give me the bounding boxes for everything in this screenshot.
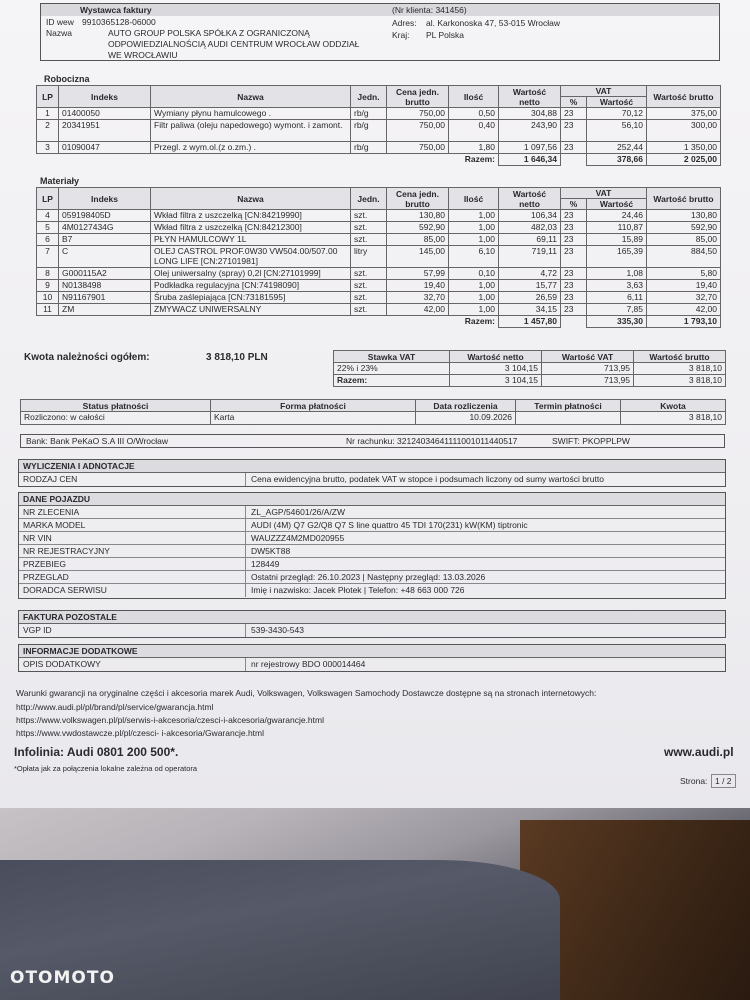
- row-gross: 85,00: [647, 234, 721, 246]
- row-unit-price: 750,00: [387, 142, 449, 154]
- col-unit-price: Cena jedn. brutto: [387, 188, 449, 210]
- labor-total-row: [37, 154, 721, 166]
- row-vat-value: 110,87: [587, 222, 647, 234]
- bank-name: Bank: Bank PeKaO S.A III O/Wrocław: [26, 436, 169, 446]
- summary-total-label: Razem:: [334, 375, 450, 387]
- row-vat-pct: 23: [561, 142, 587, 154]
- row-qty: 1,00: [449, 234, 499, 246]
- issuer-label: Wystawca faktury: [80, 5, 152, 15]
- row-lp: 8: [37, 268, 59, 280]
- row-net: 719,11: [499, 246, 561, 268]
- info-label: RODZAJ CEN: [23, 474, 78, 484]
- row-name: Olej uniwersalny (spray) 0,2l [CN:27101999]: [151, 268, 351, 280]
- row-index: B7: [59, 234, 151, 246]
- labor-section-title: Robocizna: [44, 74, 90, 84]
- row-unit: litry: [351, 246, 387, 268]
- row-lp: 3: [37, 142, 59, 154]
- row-qty: 0,10: [449, 268, 499, 280]
- row-vat-pct: 23: [561, 120, 587, 142]
- warranty-link-vw-commercial[interactable]: https://www.vwdostawcze.pl/pl/czesci- i-akcesoria/Gwarancje.html: [16, 728, 264, 738]
- row-lp: 7: [37, 246, 59, 268]
- col-vat-value: Wartość: [587, 199, 647, 210]
- col-lp: LP: [37, 86, 59, 108]
- col-gross: Wartość brutto: [647, 86, 721, 108]
- col-vat-pct: %: [561, 97, 587, 108]
- info-value: Cena ewidencyjna brutto, podatek VAT w stopce i podsumach liczony od sumy wartości brutto: [251, 474, 604, 484]
- row-unit: szt.: [351, 222, 387, 234]
- col-vat-pct: %: [561, 199, 587, 210]
- summary-total-gross: 3 818,10: [634, 375, 726, 387]
- col-gross: Wartość brutto: [647, 188, 721, 210]
- summary-gross: 3 818,10: [634, 363, 726, 375]
- vehicle-title: DANE POJAZDU: [19, 493, 725, 506]
- vehicle-box: [18, 492, 726, 599]
- calculations-title: WYLICZENIA I ADNOTACJE: [19, 460, 725, 473]
- table-row: [37, 142, 721, 154]
- country-label: Kraj:: [392, 30, 410, 40]
- row-vat-value: 24,46: [587, 210, 647, 222]
- col-index: Indeks: [59, 188, 151, 210]
- row-vat-value: 1,08: [587, 268, 647, 280]
- row-vat-value: 15,89: [587, 234, 647, 246]
- info-value: DW5KT88: [251, 546, 291, 556]
- row-unit-price: 42,00: [387, 304, 449, 316]
- col-qty: Ilość: [449, 86, 499, 108]
- table-row: [334, 363, 726, 375]
- col-index: Indeks: [59, 86, 151, 108]
- row-index: 20341951: [59, 120, 151, 142]
- address-label: Adres:: [392, 18, 417, 28]
- row-name: Wymiany płynu hamulcowego .: [151, 108, 351, 120]
- row-unit: szt.: [351, 234, 387, 246]
- col-net: Wartość netto: [499, 86, 561, 108]
- labor-total-gross: 2 025,00: [647, 154, 721, 166]
- row-gross: 32,70: [647, 292, 721, 304]
- row-vat-value: 252,44: [587, 142, 647, 154]
- table-row: [37, 210, 721, 222]
- col-payment-status: Status płatności: [21, 400, 211, 412]
- col-summary-net: Wartość netto: [450, 351, 542, 363]
- website[interactable]: www.audi.pl: [664, 745, 734, 759]
- row-gross: 19,40: [647, 280, 721, 292]
- row-unit-price: 750,00: [387, 120, 449, 142]
- payment-table: [20, 399, 726, 425]
- row-gross: 5,80: [647, 268, 721, 280]
- row-index: 4M0127434G: [59, 222, 151, 234]
- row-vat-value: 3,63: [587, 280, 647, 292]
- warranty-link-audi[interactable]: http://www.audi.pl/pl/brand/pl/service/gwarancja.html: [16, 702, 214, 712]
- col-lp: LP: [37, 188, 59, 210]
- row-vat-pct: 23: [561, 108, 587, 120]
- summary-vat: 713,95: [542, 363, 634, 375]
- summary-total-net: 3 104,15: [450, 375, 542, 387]
- labor-total-vat: 378,66: [587, 154, 647, 166]
- row-unit-price: 145,00: [387, 246, 449, 268]
- labor-total-net: 1 646,34: [499, 154, 561, 166]
- info-value: ZL_AGP/54601/26/A/ZW: [251, 507, 346, 517]
- row-unit-price: 19,40: [387, 280, 449, 292]
- summary-net: 3 104,15: [450, 363, 542, 375]
- row-vat-pct: 23: [561, 268, 587, 280]
- address-value: al. Karkonoska 47, 53-015 Wrocław: [426, 18, 561, 28]
- row-qty: 1,00: [449, 222, 499, 234]
- row-vat-pct: 23: [561, 222, 587, 234]
- row-index: G000115A2: [59, 268, 151, 280]
- row-vat-pct: 23: [561, 210, 587, 222]
- row-index: ZM: [59, 304, 151, 316]
- row-name: OLEJ CASTROL PROF.0W30 VW504.00/507.00 LONG LIFE [CN:27101981]: [151, 246, 351, 268]
- additional-info-box: [18, 644, 726, 672]
- row-vat-value: 6,11: [587, 292, 647, 304]
- info-label: NR VIN: [23, 533, 52, 543]
- info-label: PRZEGLAD: [23, 572, 69, 582]
- info-label: MARKA MODEL: [23, 520, 86, 530]
- row-gross: 592,90: [647, 222, 721, 234]
- row-vat-pct: 23: [561, 304, 587, 316]
- table-row: [37, 120, 721, 142]
- payment-form: Karta: [211, 412, 416, 425]
- amount-due-label: Kwota należności ogółem:: [24, 352, 150, 363]
- col-name: Nazwa: [151, 188, 351, 210]
- table-row: [37, 292, 721, 304]
- info-row: [19, 506, 725, 519]
- row-gross: 375,00: [647, 108, 721, 120]
- row-lp: 6: [37, 234, 59, 246]
- row-vat-pct: 23: [561, 246, 587, 268]
- row-lp: 4: [37, 210, 59, 222]
- client-number: (Nr klienta: 341456): [392, 5, 467, 15]
- info-row: [19, 473, 725, 486]
- invoice-other-box: [18, 610, 726, 638]
- table-row: [37, 304, 721, 316]
- col-vat-value: Wartość: [587, 97, 647, 108]
- row-gross: 42,00: [647, 304, 721, 316]
- row-qty: 1,00: [449, 280, 499, 292]
- row-vat-value: 56,10: [587, 120, 647, 142]
- info-value: Ostatni przegląd: 26.10.2023 | Następny przegląd: 13.03.2026: [251, 572, 486, 582]
- row-index: 059198405D: [59, 210, 151, 222]
- materials-total-gross: 1 793,10: [647, 316, 721, 328]
- row-lp: 2: [37, 120, 59, 142]
- id-label: ID wew: [46, 17, 74, 27]
- row-net: 26,59: [499, 292, 561, 304]
- summary-total-vat: 713,95: [542, 375, 634, 387]
- info-row: [19, 658, 725, 671]
- row-qty: 0,40: [449, 120, 499, 142]
- bank-account: Nr rachunku: 32124034641111001011440517: [346, 436, 518, 446]
- company-name-line-2: ODPOWIEDZIALNOŚCIĄ AUDI CENTRUM WROCŁAW ODDZIAŁ: [108, 39, 360, 49]
- row-qty: 0,50: [449, 108, 499, 120]
- materials-total-net: 1 457,80: [499, 316, 561, 328]
- col-qty: Ilość: [449, 188, 499, 210]
- info-label: NR REJESTRACYJNY: [23, 546, 110, 556]
- col-settlement-date: Data rozliczenia: [416, 400, 516, 412]
- invoice-other-title: FAKTURA POZOSTALE: [19, 611, 725, 624]
- row-name: Śruba zaślepiająca [CN:73181595]: [151, 292, 351, 304]
- col-amount: Kwota: [621, 400, 726, 412]
- row-index: N91167901: [59, 292, 151, 304]
- id-value: 9910365128-06000: [82, 17, 156, 27]
- calculations-box: [18, 459, 726, 487]
- row-net: 34,15: [499, 304, 561, 316]
- table-row: [37, 246, 721, 268]
- row-unit: szt.: [351, 280, 387, 292]
- company-name-line-3: WE WROCŁAWIU: [108, 50, 178, 60]
- row-qty: 6,10: [449, 246, 499, 268]
- info-value: 128449: [251, 559, 280, 569]
- row-unit-price: 592,90: [387, 222, 449, 234]
- row-gross: 1 350,00: [647, 142, 721, 154]
- row-index: N0138498: [59, 280, 151, 292]
- row-qty: 1,00: [449, 210, 499, 222]
- row-lp: 1: [37, 108, 59, 120]
- labor-total-label: Razem:: [37, 154, 499, 166]
- labor-table: [36, 85, 721, 166]
- row-name: ZMYWACZ UNIWERSALNY: [151, 304, 351, 316]
- row-unit: szt.: [351, 210, 387, 222]
- row-net: 243,90: [499, 120, 561, 142]
- row-lp: 10: [37, 292, 59, 304]
- row-name: Wkład filtra z uszczelką [CN:84212300]: [151, 222, 351, 234]
- col-payment-form: Forma płatności: [211, 400, 416, 412]
- summary-total-row: [334, 375, 726, 387]
- row-net: 1 097,56: [499, 142, 561, 154]
- payment-amount: 3 818,10: [621, 412, 726, 425]
- additional-info-title: INFORMACJE DODATKOWE: [19, 645, 725, 658]
- table-row: [37, 234, 721, 246]
- info-value: nr rejestrowy BDO 000014464: [251, 659, 366, 669]
- info-label: VGP ID: [23, 625, 52, 635]
- info-value: AUDI (4M) Q7 G2/Q8 Q7 S line quattro 45 TDI 170(231) kW(KM) tiptronic: [251, 520, 528, 530]
- settlement-date: 10.09.2026: [416, 412, 516, 425]
- row-net: 106,34: [499, 210, 561, 222]
- row-qty: 1,80: [449, 142, 499, 154]
- col-vat: VAT: [561, 86, 647, 97]
- materials-section-title: Materiały: [40, 176, 80, 186]
- info-label: NR ZLECENIA: [23, 507, 80, 517]
- info-value: 539-3430-543: [251, 625, 304, 635]
- row-unit: szt.: [351, 304, 387, 316]
- info-value: WAUZZZ4M2MD020955: [251, 533, 345, 543]
- row-unit: szt.: [351, 268, 387, 280]
- info-row: [19, 519, 725, 532]
- row-vat-pct: 23: [561, 280, 587, 292]
- page-label: Strona:: [680, 776, 708, 786]
- row-name: Przegl. z wym.ol.(z o.zm.) .: [151, 142, 351, 154]
- row-vat-value: 165,39: [587, 246, 647, 268]
- info-row: [19, 584, 725, 597]
- row-unit-price: 57,99: [387, 268, 449, 280]
- info-row: [19, 624, 725, 637]
- table-row: [37, 268, 721, 280]
- summary-rate: 22% i 23%: [334, 363, 450, 375]
- row-lp: 5: [37, 222, 59, 234]
- row-unit: rb/g: [351, 108, 387, 120]
- col-vat-rate: Stawka VAT: [334, 351, 450, 363]
- info-row: [19, 545, 725, 558]
- table-row: [21, 412, 726, 425]
- row-gross: 300,00: [647, 120, 721, 142]
- otomoto-watermark: OTOMOTO: [10, 968, 115, 988]
- row-name: PŁYN HAMULCOWY 1L: [151, 234, 351, 246]
- name-label: Nazwa: [46, 28, 72, 38]
- row-net: 482,03: [499, 222, 561, 234]
- row-net: 4,72: [499, 268, 561, 280]
- table-row: [37, 280, 721, 292]
- info-value: Imię i nazwisko: Jacek Płotek | Telefon: +48 663 000 726: [251, 585, 465, 595]
- row-vat-pct: 23: [561, 234, 587, 246]
- row-net: 15,77: [499, 280, 561, 292]
- info-label: DORADCA SERWISU: [23, 585, 107, 595]
- country-value: PL Polska: [426, 30, 464, 40]
- col-unit: Jedn.: [351, 86, 387, 108]
- payment-term: [516, 412, 621, 425]
- table-row: [37, 108, 721, 120]
- col-net: Wartość netto: [499, 188, 561, 210]
- warranty-link-volkswagen[interactable]: https://www.volkswagen.pl/pl/serwis-i-akcesoria/czesci-i-akcesoria/gwarancje.html: [16, 715, 324, 725]
- row-index: 01090047: [59, 142, 151, 154]
- page-number: 1 / 2: [711, 774, 736, 788]
- bank-swift: SWIFT: PKOPPLPW: [552, 436, 630, 446]
- row-gross: 884,50: [647, 246, 721, 268]
- row-unit-price: 32,70: [387, 292, 449, 304]
- row-vat-value: 70,12: [587, 108, 647, 120]
- row-qty: 1,00: [449, 304, 499, 316]
- row-net: 304,88: [499, 108, 561, 120]
- company-name-line-1: AUTO GROUP POLSKA SPÓŁKA Z OGRANICZONĄ: [108, 28, 310, 38]
- materials-total-row: [37, 316, 721, 328]
- row-gross: 130,80: [647, 210, 721, 222]
- row-net: 69,11: [499, 234, 561, 246]
- col-vat: VAT: [561, 188, 647, 199]
- hotline: Infolinia: Audi 0801 200 500*.: [14, 745, 179, 759]
- row-unit: szt.: [351, 292, 387, 304]
- col-name: Nazwa: [151, 86, 351, 108]
- row-lp: 11: [37, 304, 59, 316]
- row-name: Filtr paliwa (oleju napedowego) wymont. i zamont.: [151, 120, 351, 142]
- row-qty: 1,00: [449, 292, 499, 304]
- row-unit: rb/g: [351, 120, 387, 142]
- vat-summary-table: [333, 350, 726, 387]
- hotline-note: *Opłata jak za połączenia lokalne zależna od operatora: [14, 764, 198, 773]
- row-vat-pct: 23: [561, 292, 587, 304]
- info-row: [19, 532, 725, 545]
- materials-total-vat: 335,30: [587, 316, 647, 328]
- row-name: Wkład filtra z uszczelką [CN:84219990]: [151, 210, 351, 222]
- materials-table: [36, 187, 721, 328]
- row-unit-price: 130,80: [387, 210, 449, 222]
- row-unit: rb/g: [351, 142, 387, 154]
- materials-total-label: Razem:: [37, 316, 499, 328]
- row-unit-price: 750,00: [387, 108, 449, 120]
- warranty-text: Warunki gwarancji na oryginalne części i akcesoria marek Audi, Volkswagen, Volkswagen Samochody Dostawcze dostępne są na stronach internetowych:: [16, 688, 597, 698]
- table-row: [37, 222, 721, 234]
- col-summary-vat: Wartość VAT: [542, 351, 634, 363]
- col-payment-term: Termin płatności: [516, 400, 621, 412]
- row-unit-price: 85,00: [387, 234, 449, 246]
- info-row: [19, 558, 725, 571]
- payment-status: Rozliczono: w całości: [21, 412, 211, 425]
- col-unit-price: Cena jedn. brutto: [387, 86, 449, 108]
- row-name: Podkładka regulacyjna [CN:74198090]: [151, 280, 351, 292]
- info-row: [19, 571, 725, 584]
- row-vat-value: 7,85: [587, 304, 647, 316]
- info-label: OPIS DODATKOWY: [23, 659, 101, 669]
- row-lp: 9: [37, 280, 59, 292]
- col-unit: Jedn.: [351, 188, 387, 210]
- col-summary-gross: Wartość brutto: [634, 351, 726, 363]
- info-label: PRZEBIEG: [23, 559, 66, 569]
- row-index: 01400050: [59, 108, 151, 120]
- amount-due-value: 3 818,10 PLN: [206, 352, 268, 363]
- row-index: C: [59, 246, 151, 268]
